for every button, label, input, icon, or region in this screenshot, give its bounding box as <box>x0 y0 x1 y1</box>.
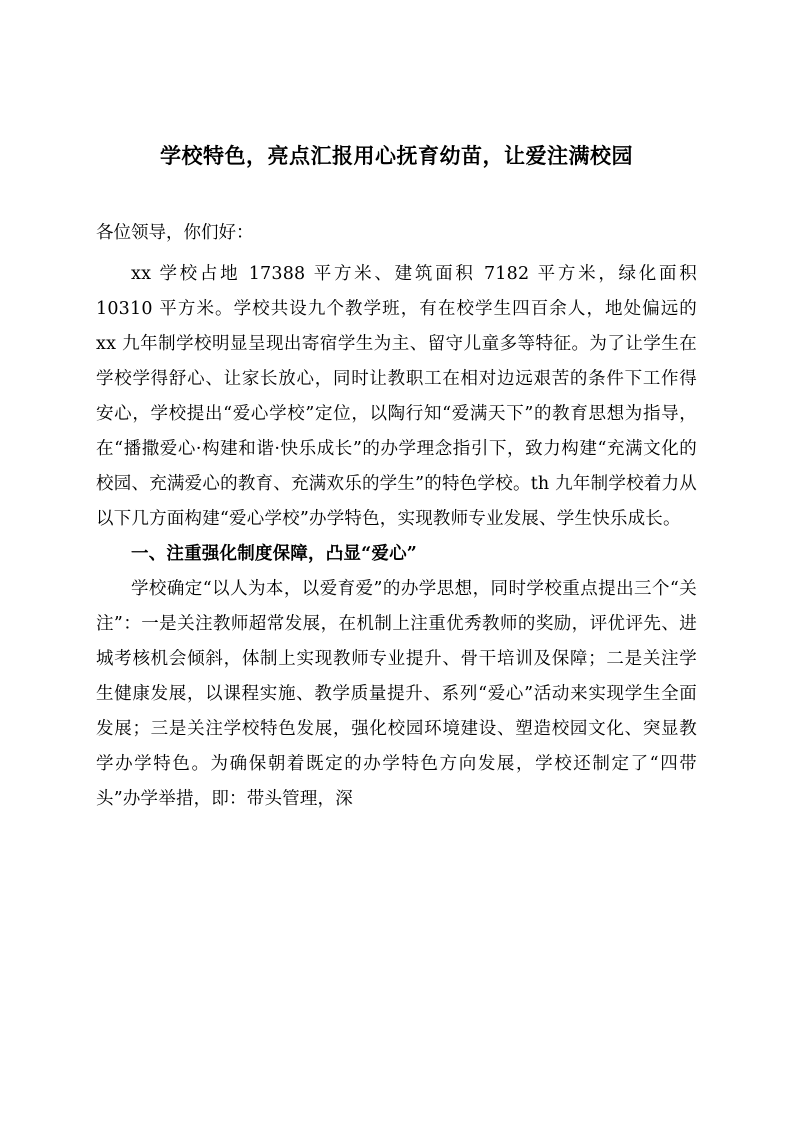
page-title: 学校特色，亮点汇报用心抚育幼苗，让爱注满校园 <box>160 143 633 168</box>
section-heading-1: 一、注重强化制度保障，凸显“爱心” <box>131 543 418 564</box>
body-paragraph-1: xx 学校占地 17388 平方米、建筑面积 7182 平方米，绿化面积 10310 平方米。学校共设九个教学班，有在校学生四百余人，地处偏远的 xx 九年制学校明显呈现出寄宿学生为主、留守儿童多等特征。为了让学生在学校学得舒心、让家长放心，同时让教职工在相对边远艰苦的条件下工作得安心，学校提出“爱心学校”定位，以陶行知“爱满天下”的教育思想为指导，在“播撒爱心·构建和谐·快乐成长”的办学理念指引下，致力构建“充满文化的校园、充满爱心的教育、充满欢乐的学生”的特色学校。th 九年制学校着力从以下几方面构建“爱心学校”办学特色，实现教师专业发展、学生快乐成长。 <box>96 263 697 529</box>
salutation-line: 各位领导，你们好： <box>96 222 254 243</box>
body-paragraph-2: 学校确定“以人为本，以爱育爱”的办学思想，同时学校重点提出三个“关注”：一是关注教师超常发展，在机制上注重优秀教师的奖励，评优评先、进城考核机会倾斜，体制上实现教师专业提升、骨干培训及保障；二是关注学生健康发展，以课程实施、教学质量提升、系列“爱心”活动来实现学生全面发展；三是关注学校特色发展，强化校园环境建设、塑造校园文化、突显教学办学特色。为确保朝着既定的办学特色方向发展，学校还制定了“四带头”办学举措，即：带头管理，深 <box>96 578 697 809</box>
